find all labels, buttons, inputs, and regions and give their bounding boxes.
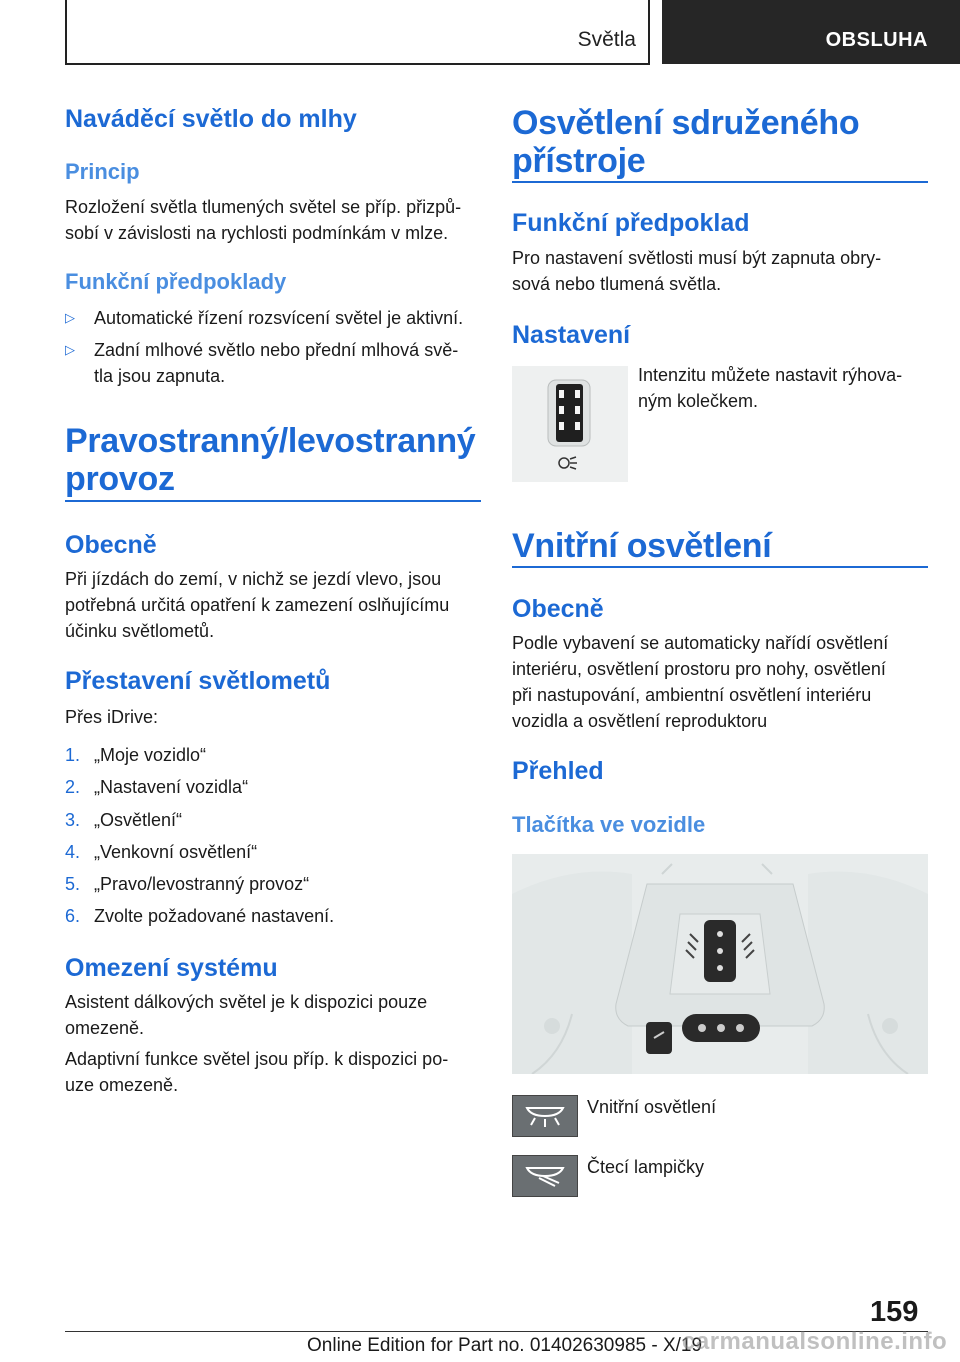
triangle-bullet-icon: ▷: [65, 310, 75, 325]
reading-light-icon: [512, 1155, 578, 1197]
condition-heading: Funkční předpoklad: [512, 209, 750, 237]
section-rule: [65, 500, 481, 502]
condition-text: Pro nastavení světlosti musí být zapnuta obry- sová nebo tlumená světla.: [512, 248, 882, 294]
page-number: 159: [870, 1296, 919, 1328]
setting-heading: Nastavení: [512, 321, 631, 349]
interior-lighting-heading: Vnitřní osvětlení: [512, 527, 772, 565]
idrive-intro: Přes iDrive:: [65, 707, 159, 727]
roof-console-image: [512, 854, 928, 1074]
section-rule: [512, 181, 928, 183]
header-chapter-tab: [662, 0, 960, 64]
interior-general-text: Podle vybavení se automaticky nařídí osvětlení interiéru, osvětlení prostoru pro nohy, osvětlení při nastupování, ambientní osvětlení interiéru vozidla a osvětlení reproduktoru: [512, 633, 889, 731]
cluster-lighting-heading: Osvětlení sdruženého přístroje: [512, 104, 860, 180]
setting-text: Intenzitu můžete nastavit rýhova- ným kolečkem.: [638, 365, 903, 411]
header-underline: [65, 63, 650, 65]
limits-heading: Omezení systému: [65, 954, 278, 982]
header-divider: [648, 0, 650, 64]
principle-heading: Princip: [65, 159, 140, 184]
overview-heading: Přehled: [512, 757, 604, 785]
section-rule: [512, 566, 928, 568]
requirements-heading: Funkční předpoklady: [65, 269, 287, 294]
triangle-bullet-icon: ▷: [65, 342, 75, 357]
general-heading: Obecně: [65, 531, 157, 559]
watermark: carmanualsonline.info: [682, 1328, 948, 1355]
reading-lamp-icon: [513, 1156, 577, 1196]
roof-console-illustration: [512, 854, 928, 1074]
limits-text-2: Adaptivní funkce světel jsou příp. k dispozici po- uze omezeně.: [65, 1049, 449, 1095]
header-section-title: Světla: [577, 28, 636, 51]
header-chapter-label: OBSLUHA: [825, 29, 928, 51]
header-left-rule: [65, 0, 67, 64]
limits-text-1: Asistent dálkových světel je k dispozici pouze omezeně.: [65, 992, 428, 1038]
rhd-lhd-heading: Pravostranný/levostranný provoz: [65, 422, 476, 498]
thumbwheel-image: [512, 366, 628, 482]
buttons-heading: Tlačítka ve vozidle: [512, 812, 706, 837]
interior-light-icon: [512, 1095, 578, 1137]
reading-light-label: Čtecí lampičky: [587, 1157, 705, 1177]
thumbwheel-illustration: [512, 366, 628, 482]
headlight-adjust-heading: Přestavení světlometů: [65, 667, 331, 695]
footer-edition: Online Edition for Part no. 01402630985 - X/19: [307, 1335, 703, 1356]
interior-light-label: Vnitřní osvětlení: [587, 1097, 717, 1117]
fog-light-heading: Naváděcí světlo do mlhy: [65, 105, 357, 133]
interior-general-heading: Obecně: [512, 595, 604, 623]
general-text: Při jízdách do zemí, v nichž se jezdí vlevo, jsou potřebná určitá opatření k zamezení oslňujícímu účinku světlometů.: [65, 569, 450, 641]
dome-light-icon: [513, 1096, 577, 1136]
principle-text: Rozložení světla tlumených světel se příp. přizpů- sobí v závislosti na rychlosti podmínkám v mlze.: [65, 197, 462, 243]
